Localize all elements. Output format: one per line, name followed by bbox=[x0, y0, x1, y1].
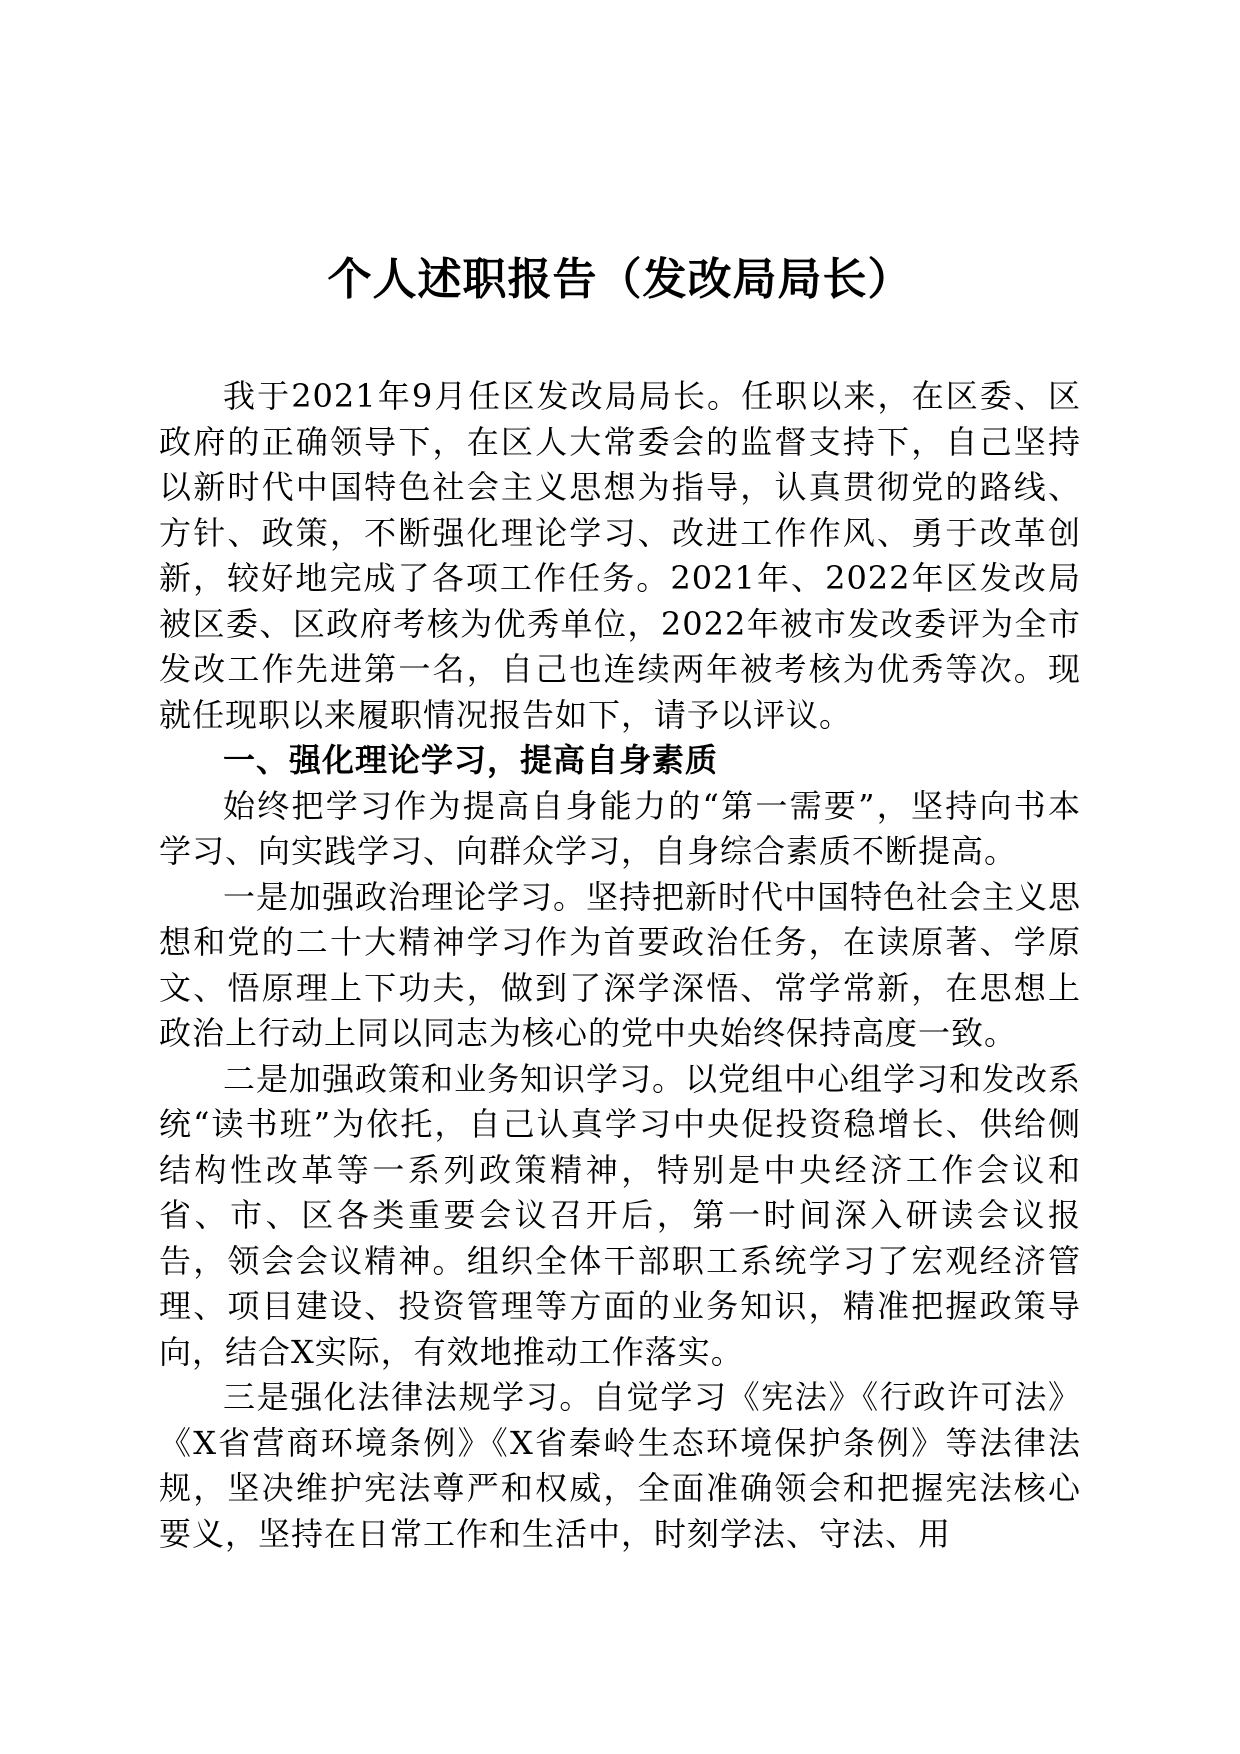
item-political-theory-paragraph: 一是加强政治理论学习。坚持把新时代中国特色社会主义思想和党的二十大精神学习作为首要政治任务，在读原著、学原文、悟原理上下功夫，做到了深学深悟、常学常新，在思想上政治上行动上同以同志为核心的党中央始终保持高度一致。 bbox=[159, 877, 1082, 1052]
intro-paragraph: 我于2021年9月任区发改局局长。任职以来，在区委、区政府的正确领导下，在区人大常委会的监督支持下，自己坚持以新时代中国特色社会主义思想为指导，认真贯彻党的路线、方针、政策，不断强化理论学习、改进工作作风、勇于改革创新，较好地完成了各项工作任务。2021年、2022年区发改局被区委、区政府考核为优秀单位，2022年被市发改委评为全市发改工作先进第一名，自己也连续两年被考核为优秀等次。现就任现职以来履职情况报告如下，请予以评议。 bbox=[159, 377, 1081, 734]
section-intro-paragraph: 始终把学习作为提高自身能力的“第一需要”，坚持向书本学习、向实践学习、向群众学习，自身综合素质不断提高。 bbox=[159, 786, 1081, 870]
item-policy-study-paragraph: 二是加强政策和业务知识学习。以党组中心组学习和发改系统“读书班”为依托，自己认真学习中央促投资稳增长、供给侧结构性改革等一系列政策精神，特别是中央经济工作会议和省、市、区各类重要会议召开后，第一时间深入研读会议报告，领会会议精神。组织全体干部职工系统学习了宏观经济管理、项目建设、投资管理等方面的业务知识，精准把握政策导向，结合X实际，有效地推动工作落实。 bbox=[159, 1059, 1082, 1371]
document-body bbox=[159, 374, 1081, 1557]
item-law-study-paragraph: 三是强化法律法规学习。自觉学习《宪法》《行政许可法》《X省营商环境条例》《X省秦岭生态环境保护条例》等法律法规，坚决维护宪法尊严和权威，全面准确领会和把握宪法核心要义，坚持在日常工作和生活中，时刻学法、守法、用 bbox=[159, 1378, 1081, 1553]
document-title: 个人述职报告（发改局局长） bbox=[327, 254, 913, 305]
section-heading: 一、强化理论学习，提高自身素质 bbox=[223, 741, 719, 779]
